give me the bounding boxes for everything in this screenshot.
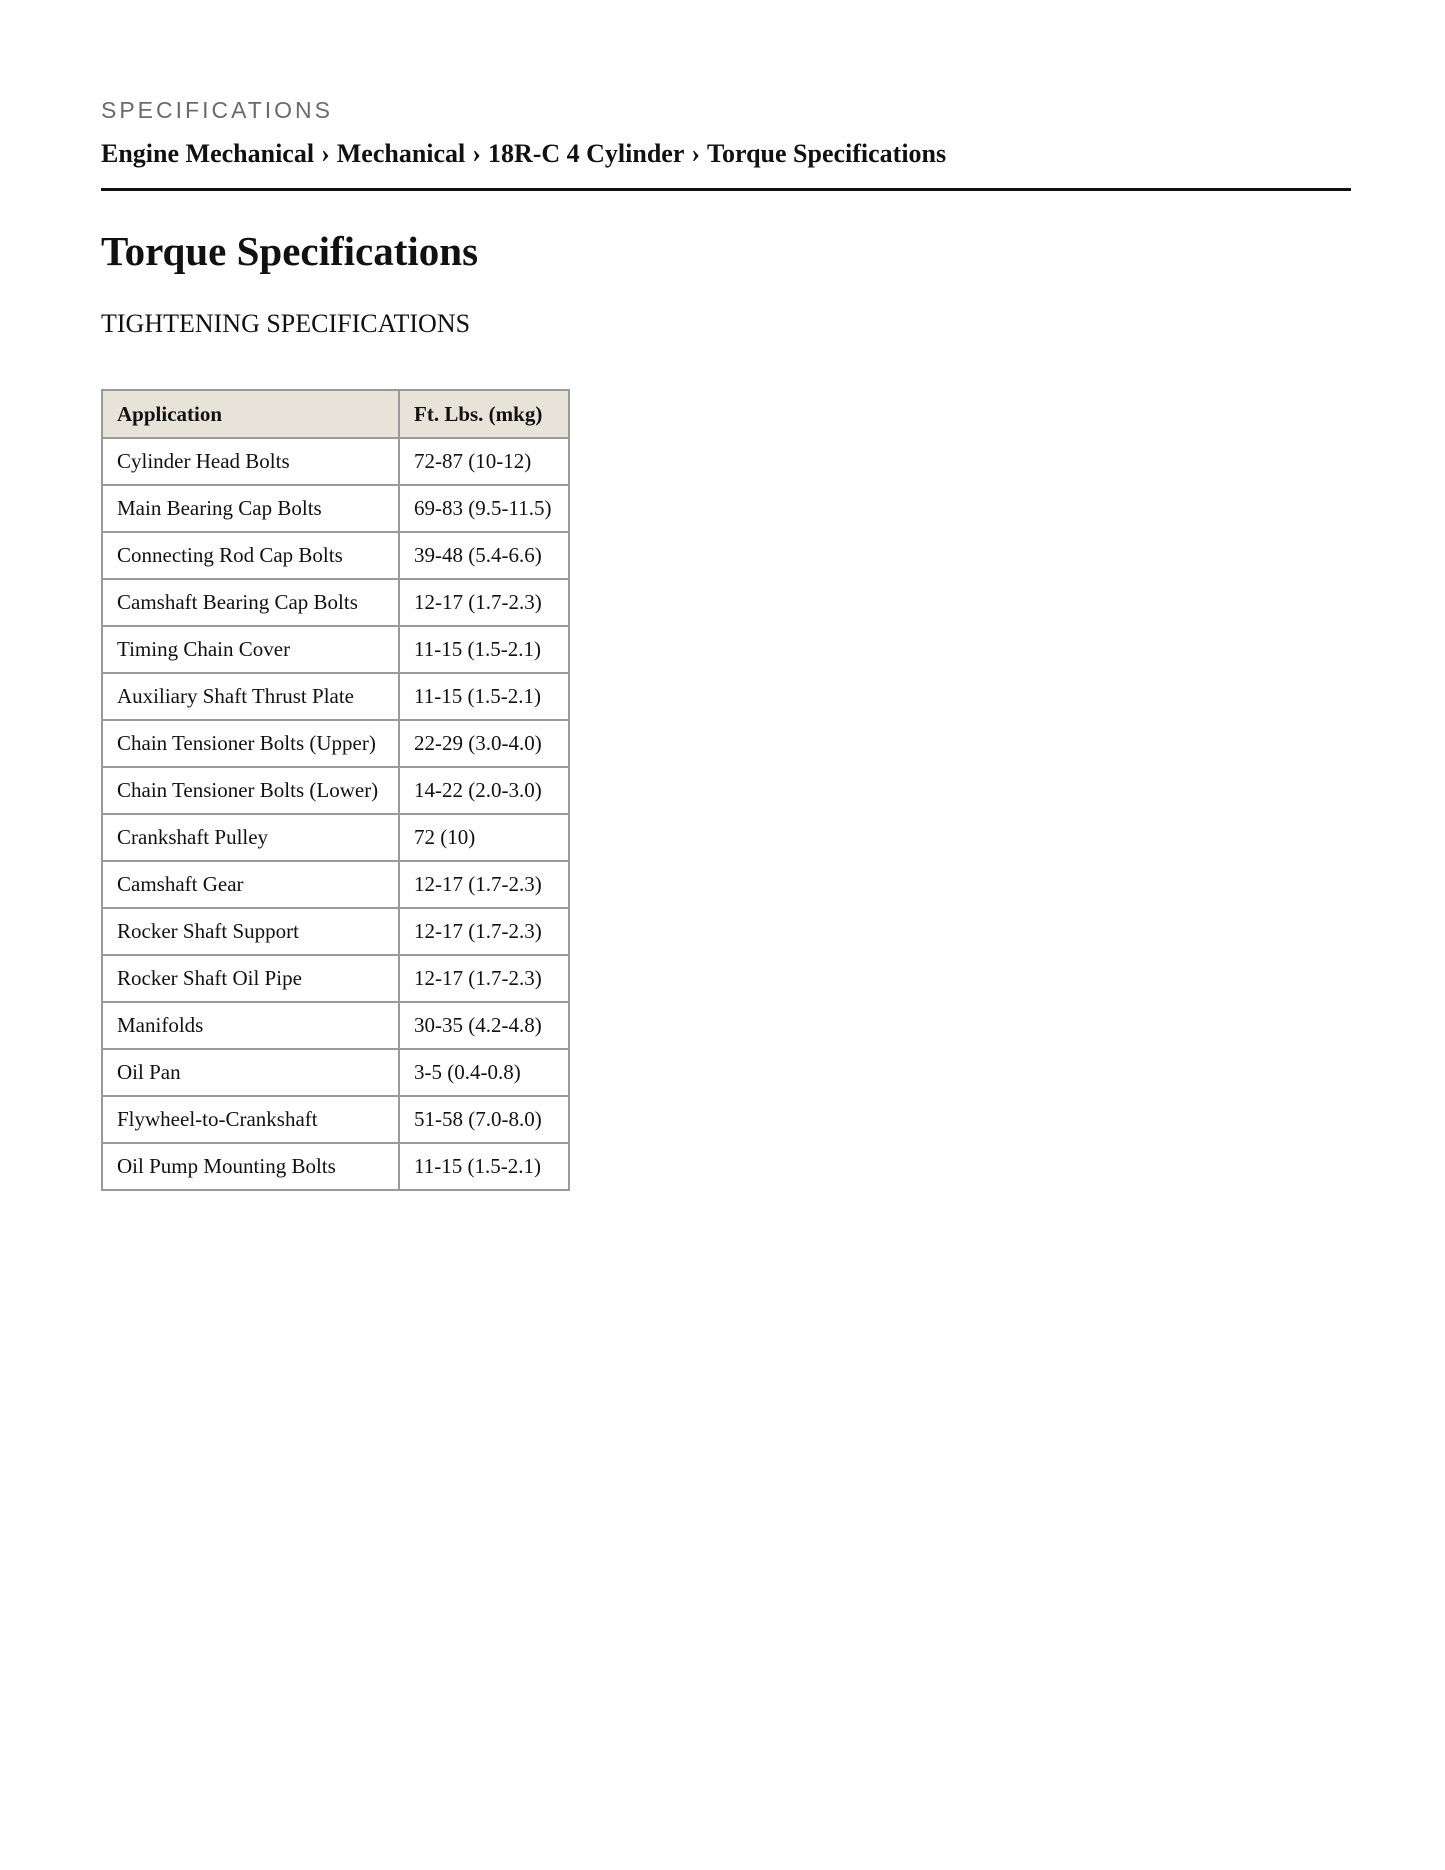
column-header-ft-lbs: Ft. Lbs. (mkg) <box>399 390 569 438</box>
table-row <box>102 955 569 1002</box>
breadcrumb-item-18r-c: 18R-C 4 Cylinder <box>487 139 685 168</box>
application-cell: Cylinder Head Bolts <box>102 438 399 485</box>
torque-value-cell: 11-15 (1.5-2.1) <box>399 626 569 673</box>
application-cell: Connecting Rod Cap Bolts <box>102 532 399 579</box>
breadcrumb-separator: › <box>321 139 330 168</box>
torque-spec-table <box>101 389 570 1191</box>
table-row <box>102 673 569 720</box>
breadcrumb-item-mechanical: Mechanical <box>336 139 466 168</box>
application-cell: Auxiliary Shaft Thrust Plate <box>102 673 399 720</box>
table-row <box>102 861 569 908</box>
torque-value-cell: 51-58 (7.0-8.0) <box>399 1096 569 1143</box>
application-cell: Manifolds <box>102 1002 399 1049</box>
breadcrumb-item-engine-mechanical: Engine Mechanical <box>101 139 315 168</box>
torque-value-cell: 39-48 (5.4-6.6) <box>399 532 569 579</box>
application-cell: Oil Pump Mounting Bolts <box>102 1143 399 1190</box>
torque-value-cell: 12-17 (1.7-2.3) <box>399 861 569 908</box>
application-cell: Chain Tensioner Bolts (Lower) <box>102 767 399 814</box>
torque-value-cell: 72-87 (10-12) <box>399 438 569 485</box>
table-row <box>102 1096 569 1143</box>
application-cell: Camshaft Bearing Cap Bolts <box>102 579 399 626</box>
table-row <box>102 485 569 532</box>
torque-value-cell: 30-35 (4.2-4.8) <box>399 1002 569 1049</box>
breadcrumb-separator: › <box>691 139 701 168</box>
torque-value-cell: 12-17 (1.7-2.3) <box>399 955 569 1002</box>
torque-value-cell: 11-15 (1.5-2.1) <box>399 1143 569 1190</box>
table-header-row <box>102 390 569 438</box>
application-cell: Rocker Shaft Support <box>102 908 399 955</box>
application-cell: Flywheel-to-Crankshaft <box>102 1096 399 1143</box>
torque-value-cell: 12-17 (1.7-2.3) <box>399 579 569 626</box>
table-row <box>102 1002 569 1049</box>
table-row <box>102 626 569 673</box>
torque-value-cell: 11-15 (1.5-2.1) <box>399 673 569 720</box>
table-row <box>102 579 569 626</box>
torque-value-cell: 22-29 (3.0-4.0) <box>399 720 569 767</box>
application-cell: Chain Tensioner Bolts (Upper) <box>102 720 399 767</box>
application-cell: Timing Chain Cover <box>102 626 399 673</box>
table-row <box>102 908 569 955</box>
section-label: SPECIFICATIONS <box>101 97 333 123</box>
table-row <box>102 532 569 579</box>
column-header-application: Application <box>102 390 399 438</box>
application-cell: Rocker Shaft Oil Pipe <box>102 955 399 1002</box>
table-row <box>102 1143 569 1190</box>
breadcrumb-separator: › <box>472 139 481 168</box>
torque-value-cell: 69-83 (9.5-11.5) <box>399 485 569 532</box>
header-divider <box>101 188 1351 191</box>
page-title: Torque Specifications <box>101 228 479 274</box>
torque-value-cell: 72 (10) <box>399 814 569 861</box>
application-cell: Camshaft Gear <box>102 861 399 908</box>
application-cell: Main Bearing Cap Bolts <box>102 485 399 532</box>
table-row <box>102 438 569 485</box>
application-cell: Crankshaft Pulley <box>102 814 399 861</box>
table-row <box>102 1049 569 1096</box>
section-subtitle: TIGHTENING SPECIFICATIONS <box>101 309 471 338</box>
torque-value-cell: 3-5 (0.4-0.8) <box>399 1049 569 1096</box>
application-cell: Oil Pan <box>102 1049 399 1096</box>
breadcrumb <box>101 138 946 170</box>
table-row <box>102 814 569 861</box>
table-row <box>102 720 569 767</box>
torque-value-cell: 12-17 (1.7-2.3) <box>399 908 569 955</box>
breadcrumb-item-torque-specifications: Torque Specifications <box>707 139 947 168</box>
torque-value-cell: 14-22 (2.0-3.0) <box>399 767 569 814</box>
table-row <box>102 767 569 814</box>
